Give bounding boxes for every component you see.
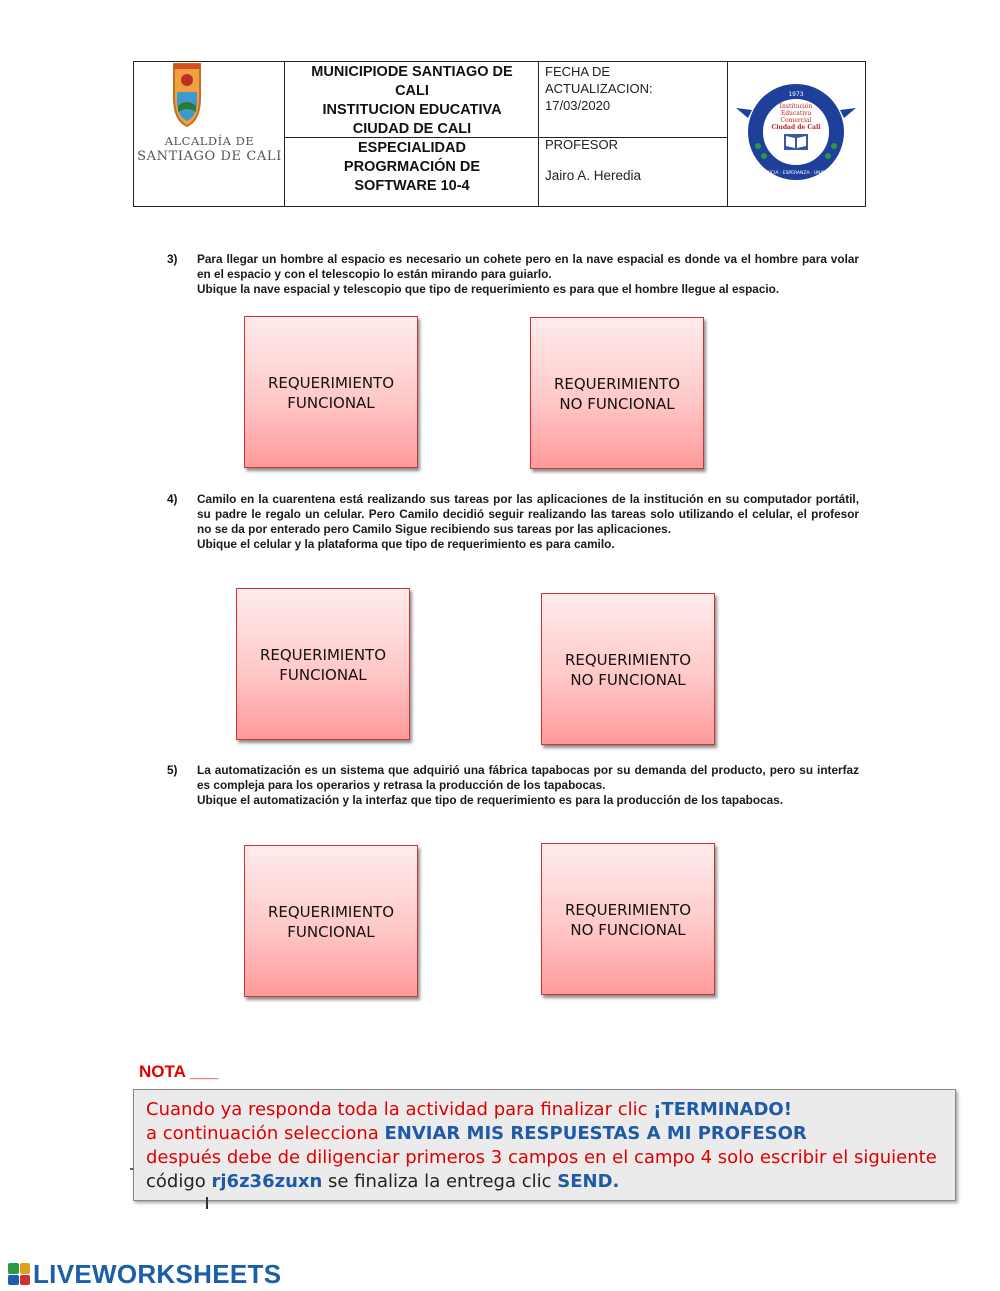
teacher-label: PROFESOR <box>545 137 618 152</box>
instr-text: se finaliza la entrega clic <box>322 1171 558 1192</box>
date-line: ACTUALIZACION: <box>545 81 653 96</box>
institution-line: CIUDAD DE CALI <box>352 121 472 137</box>
answer-box-non-functional[interactable] <box>541 593 715 745</box>
liveworksheets-logo-icon <box>8 1263 30 1285</box>
question-number: 4) <box>167 492 178 506</box>
specialty-line: PROGRMACIÓN DE <box>343 159 481 175</box>
instr-text: después debe de diligenciar primeros 3 campos en el campo 4 solo escribir el siguiente <box>146 1147 937 1168</box>
box-label: REQUERIMIENTO NO FUNCIONAL <box>564 901 692 939</box>
answer-box-non-functional[interactable] <box>541 843 715 995</box>
meta-cell <box>539 62 728 206</box>
seal-motto: CIENCIA · ESPERANZA · UNIDAD <box>760 171 832 176</box>
finish-instructions <box>133 1089 956 1201</box>
header-table <box>133 61 866 207</box>
school-logo-cell <box>728 62 865 206</box>
city-logo-line1: ALCALDÍA DE <box>164 134 255 148</box>
school-seal-icon <box>728 82 865 182</box>
question-text: La automatización es un sistema que adquirió una fábrica tapabocas por su demanda del producto, pero su interfaz es compleja para los operarios y retrasa la producción de los tapabocas. <box>197 763 859 792</box>
specialty-line: SOFTWARE 10-4 <box>354 178 470 194</box>
institution-cell <box>285 62 539 206</box>
specialty-name <box>285 138 539 206</box>
seal-text: Institución <box>779 103 813 110</box>
question-text: Para llegar un hombre al espacio es necesario un cohete pero en la nave espacial es donde va el hombre para volar en el espacio y con el telescopio lo están mirando para guiarlo. <box>197 252 859 281</box>
question-number: 5) <box>167 763 178 777</box>
institution-name <box>285 62 539 137</box>
question-3 <box>197 252 859 297</box>
submission-code: rj6z36zuxn <box>211 1171 323 1192</box>
coat-of-arms-icon <box>134 62 285 134</box>
specialty-line: ESPECIALIDAD <box>358 140 466 156</box>
date-line: 17/03/2020 <box>545 98 611 113</box>
seal-text: Comercial <box>780 117 812 124</box>
box-label: REQUERIMIENTO NO FUNCIONAL <box>564 651 692 689</box>
question-number: 3) <box>167 252 178 266</box>
liveworksheets-brand[interactable] <box>8 1260 281 1288</box>
decoration-mark <box>206 1197 208 1209</box>
teacher-name: Jairo A. Heredia <box>545 168 642 183</box>
question-instruction: Ubique el automatización y la interfaz que tipo de requerimiento es para la producción de los tapabocas. <box>197 793 784 807</box>
instr-text: código <box>146 1171 212 1192</box>
send-to-teacher-label: ENVIAR MIS RESPUESTAS A MI PROFESOR <box>384 1123 807 1144</box>
brand-name: LIVEWORKSHEETS <box>33 1258 282 1289</box>
question-instruction: Ubique la nave espacial y telescopio que tipo de requerimiento es para que el hombre llegue al espacio. <box>197 282 780 296</box>
seal-year: 1973 <box>788 91 804 98</box>
instr-text: a continuación selecciona <box>146 1123 385 1144</box>
city-hall-logo <box>134 62 285 206</box>
city-logo-cell <box>134 62 285 206</box>
seal-text: Ciudad de Cali <box>771 124 821 131</box>
update-date <box>545 63 653 114</box>
institution-line: INSTITUCION EDUCATIVA <box>322 102 502 118</box>
instr-text: Cuando ya responda toda la actividad para finalizar clic <box>146 1099 654 1120</box>
answer-box-non-functional[interactable] <box>530 317 704 469</box>
answer-box-functional[interactable] <box>244 845 418 997</box>
box-label: REQUERIMIENTO FUNCIONAL <box>267 374 395 412</box>
date-line: FECHA DE <box>545 64 611 79</box>
question-text: Camilo en la cuarentena está realizando sus tareas por las aplicaciones de la institución en su computador portátil, su padre le regalo un celular. Pero Camilo decidió seguir realizando las tareas solo utilizando el celular, el profesor no se da por enterado pero Camilo Sigue recibiendo sus tareas por las aplicaciones. <box>197 492 859 536</box>
institution-line: CALI <box>395 83 429 99</box>
decoration-mark <box>130 1168 134 1170</box>
terminado-label: ¡TERMINADO! <box>653 1099 792 1120</box>
box-label: REQUERIMIENTO NO FUNCIONAL <box>553 375 681 413</box>
box-label: REQUERIMIENTO FUNCIONAL <box>267 903 395 941</box>
box-label: REQUERIMIENTO FUNCIONAL <box>259 646 387 684</box>
seal-text: Educativa <box>780 110 812 117</box>
answer-box-functional[interactable] <box>236 588 410 740</box>
question-4 <box>197 492 859 552</box>
question-5 <box>197 763 859 808</box>
send-label: SEND. <box>557 1171 620 1192</box>
answer-box-functional[interactable] <box>244 316 418 468</box>
question-instruction: Ubique el celular y la plataforma que tipo de requerimiento es para camilo. <box>197 537 615 551</box>
city-logo-line2: SANTIAGO DE CALI <box>137 149 282 164</box>
grade-label: NOTA ___ <box>139 1062 219 1081</box>
institution-line: MUNICIPIODE SANTIAGO DE <box>311 64 513 80</box>
